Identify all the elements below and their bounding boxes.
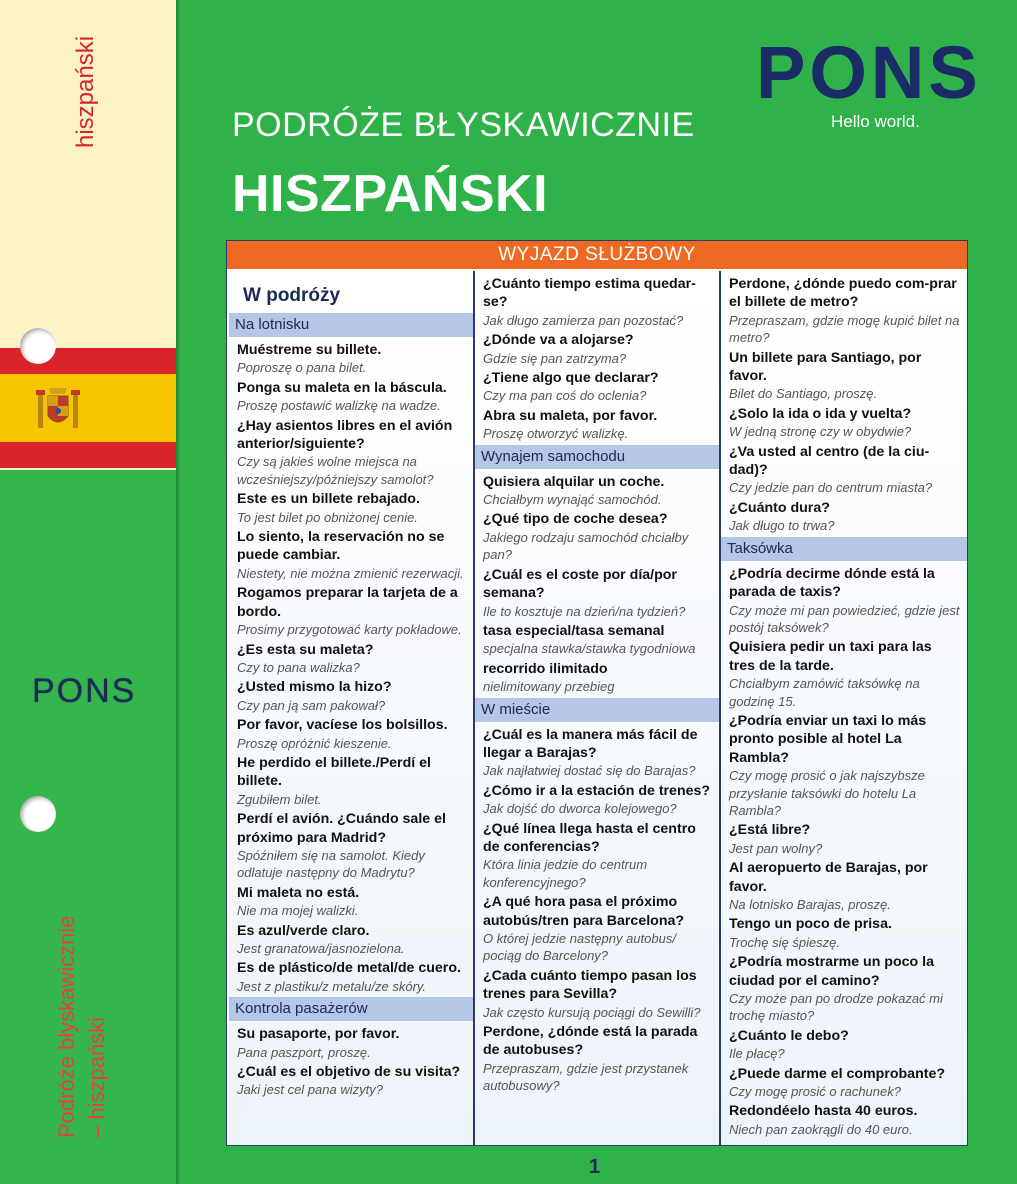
phrase-spanish: Perdí el avión. ¿Cuándo sale el próximo para Madrid? <box>237 811 446 846</box>
phrase-spanish: Por favor, vacíese los bolsillos. <box>237 717 448 734</box>
phrase-polish: Czy to pana walizka? <box>237 659 360 675</box>
phrase-polish: Chciałbym zamówić taksówkę na godzinę 15. <box>729 676 920 709</box>
phrase-polish: Na lotnisko Barajas, proszę. <box>729 897 891 912</box>
phrase-polish: Jak często kursują pociągi do Sewilli? <box>483 1004 701 1020</box>
phrase-polish: Czy może mi pan powiedzieć, gdzie jest postój taksówek? <box>729 602 960 635</box>
card-banner: WYJAZD SŁUŻBOWY <box>227 241 967 269</box>
phrase-polish: Niech pan zaokrągli do 40 euro. <box>729 1121 913 1137</box>
phrase-spanish: Un billete para Santiago, por favor. <box>729 349 922 385</box>
punch-hole-bottom <box>20 796 56 832</box>
phrase-polish: Czy jedzie pan do centrum miasta? <box>729 480 933 496</box>
phrase-spanish: Muéstreme su billete. <box>237 342 382 358</box>
phrase-spanish: ¿Hay asientos libres en el avión anterior/siguiente? <box>237 417 453 453</box>
phrase-spanish: Su pasaporte, por favor. <box>237 1026 400 1043</box>
phrase-polish: Prosimy przygotować karty pokładowe. <box>237 622 462 638</box>
punch-hole-top <box>20 328 56 364</box>
section-title: W podróży <box>243 285 341 306</box>
subhead: W mieście <box>475 698 719 722</box>
phrase-spanish: ¿Cuánto tiempo estima quedar-se? <box>483 276 696 311</box>
phrase-polish: Spóźniłem się na samolot. Kiedy odlatuje następny do Madrytu? <box>237 847 425 881</box>
phrase-polish: Czy mogę prosić o jak najszybsze przysłanie taksówki do hotelu La Rambla? <box>729 768 925 818</box>
tagline: Hello world. <box>831 112 920 131</box>
phrase-spanish: Es azul/verde claro. <box>237 922 370 939</box>
column-2 <box>475 271 719 1145</box>
series-title: PODRÓŻE BŁYSKAWICZNIE <box>232 106 695 144</box>
phrase-polish: Proszę otworzyć walizkę. <box>483 426 629 442</box>
phrase-polish: Trochę się śpieszę. <box>729 934 841 950</box>
phrase-polish: Czy może pan po drodze pokazać mi trochę miasto? <box>729 991 943 1024</box>
phrase-polish: Czy pan ją sam pakował? <box>237 697 386 713</box>
phrase-polish: Pana paszport, proszę. <box>237 1044 371 1060</box>
phrase-spanish: Quisiera alquilar un coche. <box>483 473 665 490</box>
phrase-spanish: ¿Usted mismo la hizo? <box>237 679 392 696</box>
phrase-polish: Jak dojść do dworca kolejowego? <box>483 801 677 817</box>
phrase-spanish: Perdone, ¿dónde está la parada de autobuses? <box>483 1024 698 1059</box>
phrase-polish: Jest granatowa/jasnozielona. <box>237 941 405 956</box>
phrase-spanish: Ponga su maleta en la báscula. <box>237 379 447 396</box>
phrase-spanish: ¿Va usted al centro (de la ciu-dad)? <box>729 443 930 479</box>
phrase-polish: Czy są jakieś wolne miejsca na wcześniejszy/późniejszy samolot? <box>237 454 434 487</box>
flag-yellow-stripe <box>0 374 178 442</box>
phrase-spanish: ¿Cuál es el coste por día/por semana? <box>483 566 677 602</box>
phrase-spanish: Rogamos preparar la tarjeta de a bordo. <box>237 585 458 620</box>
phrase-spanish: ¿A qué hora pasa el próximo autobús/tren para Barcelona? <box>483 894 685 929</box>
phrase-card <box>226 240 968 1146</box>
phrase-spanish: Quisiera pedir un taxi para las tres de la tarde. <box>729 639 932 674</box>
phrase-polish: Ile płacę? <box>729 1046 785 1062</box>
subhead: Taksówka <box>721 537 967 561</box>
phrase-polish: Nie ma mojej walizki. <box>237 903 359 919</box>
phrase-spanish: ¿Cuánto le debo? <box>729 1027 849 1044</box>
phrase-polish: Chciałbym wynająć samochód. <box>483 492 662 508</box>
pons-logo <box>756 30 982 115</box>
spine-bottom-label-line1: Podróże błyskawicznie <box>54 915 79 1138</box>
phrase-polish: specjalna stawka/stawka tygodniowa <box>483 641 696 657</box>
spine-bottom-label-line2: – hiszpański <box>84 1016 109 1138</box>
phrase-spanish: ¿Puede darme el comprobante? <box>729 1065 946 1082</box>
phrase-spanish: ¿Solo la ida o ida y vuelta? <box>729 405 912 422</box>
phrase-polish: Jak długo zamierza pan pozostać? <box>483 312 684 328</box>
column-3 <box>721 271 967 1145</box>
spine-bottom-label <box>52 848 122 1138</box>
subhead: Wynajem samochodu <box>475 445 719 469</box>
page-number: 1 <box>589 1156 601 1178</box>
phrase-spanish: Perdone, ¿dónde puedo com-prar el billete de metro? <box>729 276 957 311</box>
phrase-spanish: Este es un billete rebajado. <box>237 491 420 508</box>
phrase-spanish: recorrido ilimitado <box>483 660 608 677</box>
phrase-spanish: He perdido el billete./Perdí el billete. <box>237 754 431 790</box>
phrase-polish: Proszę postawić walizkę na wadze. <box>237 398 441 414</box>
phrase-polish: Zgubiłem bilet. <box>237 791 322 807</box>
phrase-spanish: ¿Qué tipo de coche desea? <box>483 511 668 528</box>
phrase-polish: Czy ma pan coś do oclenia? <box>483 388 647 404</box>
phrase-polish: Czy mogę prosić o rachunek? <box>729 1084 901 1100</box>
phrase-polish: W jedną stronę czy w obydwie? <box>729 424 912 440</box>
phrase-polish: nielimitowany przebieg <box>483 679 615 695</box>
phrase-polish: Przepraszam, gdzie mogę kupić bilet na metro? <box>729 312 960 346</box>
phrase-spanish: ¿Qué línea llega hasta el centro de conferencias? <box>483 820 696 855</box>
phrase-polish: Bilet do Santiago, proszę. <box>729 386 878 402</box>
phrase-spanish: ¿Está libre? <box>729 822 811 839</box>
phrase-polish: Jest pan wolny? <box>729 840 823 856</box>
phrase-spanish: ¿Es esta su maleta? <box>237 641 374 658</box>
spine-pons-logo: PONS <box>32 672 137 710</box>
phrase-polish: Poproszę o pana bilet. <box>237 360 367 376</box>
phrase-polish: Przepraszam, gdzie jest przystanek autobusowy? <box>483 1060 689 1094</box>
spine <box>0 0 178 1184</box>
flag-red-stripe-bottom <box>0 442 178 468</box>
phrase-spanish: ¿Podría decirme dónde está la parada de taxis? <box>729 565 935 601</box>
spine-fold <box>176 0 182 1184</box>
subhead: Kontrola pasażerów <box>229 997 473 1021</box>
phrase-polish: Jakiego rodzaju samochód chciałby pan? <box>483 529 689 563</box>
phrase-spanish: Redondéelo hasta 40 euros. <box>729 1103 918 1120</box>
phrase-spanish: ¿Cada cuánto tiempo pasan los trenes para Sevilla? <box>483 967 697 1003</box>
phrase-spanish: Abra su maleta, por favor. <box>483 407 658 424</box>
phrase-spanish: Es de plástico/de metal/de cuero. <box>237 960 461 977</box>
phrase-polish: Proszę opróżnić kieszenie. <box>237 735 392 751</box>
page-title: HISZPAŃSKI <box>232 165 549 223</box>
column-1 <box>229 271 473 1145</box>
phrase-polish: Ile to kosztuje na dzień/na tydzień? <box>483 603 686 619</box>
phrase-spanish: ¿Tiene algo que declarar? <box>483 370 659 387</box>
phrase-polish: Jest z plastiku/z metalu/ze skóry. <box>237 978 427 994</box>
phrase-spanish: ¿Dónde va a alojarse? <box>483 332 634 349</box>
phrase-polish: Która linia jedzie do centrum konferencyjnego? <box>483 857 648 890</box>
phrase-polish: Jak długo to trwa? <box>729 518 835 534</box>
pons-logo-text: PONS <box>756 31 982 114</box>
phrase-polish: Gdzie się pan zatrzyma? <box>483 350 627 366</box>
spine-top-label: hiszpański <box>72 35 99 148</box>
phrase-spanish: Lo siento, la reservación no se puede cambiar. <box>237 529 445 564</box>
phrase-spanish: tasa especial/tasa semanal <box>483 622 665 639</box>
phrase-spanish: ¿Podría enviar un taxi lo más pronto posible al hotel La Rambla? <box>729 712 927 766</box>
phrase-polish: Jaki jest cel pana wizyty? <box>237 1082 383 1098</box>
phrase-polish: Jak najłatwiej dostać się do Barajas? <box>483 763 696 779</box>
phrase-spanish: ¿Podría mostrarme un poco la ciudad por el camino? <box>729 954 934 989</box>
subhead: Na lotnisku <box>229 313 473 337</box>
phrase-spanish: ¿Cómo ir a la estación de trenes? <box>483 782 711 799</box>
phrase-spanish: ¿Cuál es la manera más fácil de llegar a Barajas? <box>483 726 698 761</box>
phrase-spanish: ¿Cuál es el objetivo de su visita? <box>237 1064 461 1081</box>
phrase-polish: Niestety, nie można zmienić rezerwacji. <box>237 565 464 581</box>
phrase-polish: To jest bilet po obniżonej cenie. <box>237 509 418 525</box>
phrase-spanish: ¿Cuánto dura? <box>729 499 830 516</box>
spanish-coat-of-arms-icon <box>34 384 82 434</box>
phrase-polish: O której jedzie następny autobus/ pociąg do Barcelony? <box>483 931 676 964</box>
phrase-spanish: Mi maleta no está. <box>237 884 360 901</box>
phrase-spanish: Al aeropuerto de Barajas, por favor. <box>729 860 928 895</box>
phrase-spanish: Tengo un poco de prisa. <box>729 916 892 933</box>
